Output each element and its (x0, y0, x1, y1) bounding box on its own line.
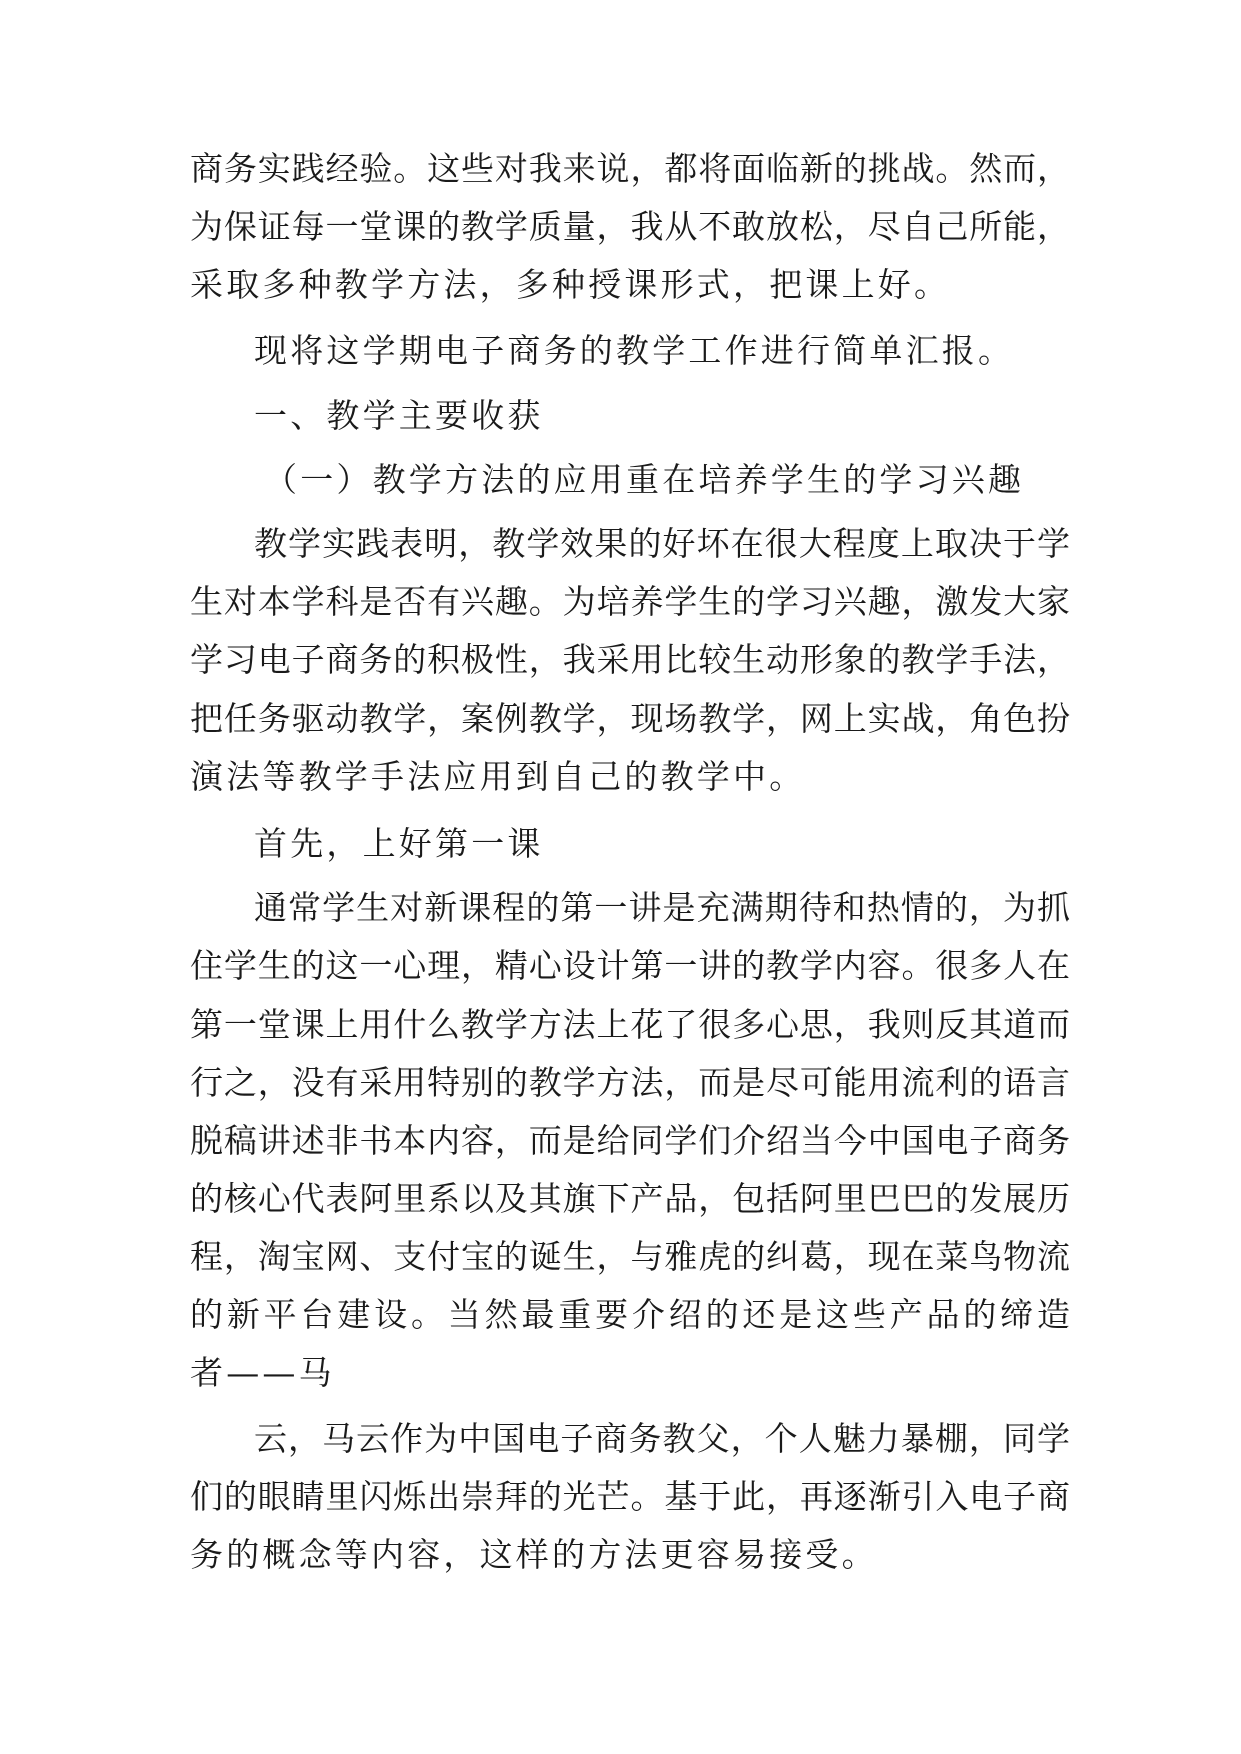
text-line-2: 为保证每一堂课的教学质量，我从不敢放松，尽自己所能， (190, 207, 1070, 246)
section-heading: 一、教学主要收获 (254, 396, 544, 435)
text-line-3: 采取多种教学方法，多种授课形式，把课上好。 (190, 265, 951, 304)
text-line-14: 住学生的这一心理，精心设计第一讲的教学内容。很多人在 (190, 946, 1070, 985)
subsection-heading: （一）教学方法的应用重在培养学生的学习兴趣 (264, 460, 1025, 499)
text-line-7: 教学实践表明，教学效果的好坏在很大程度上取决于学 (254, 524, 1070, 563)
text-line-4: 现将这学期电子商务的教学工作进行简单汇报。 (254, 331, 1015, 370)
text-line-8: 生对本学科是否有兴趣。为培养学生的学习兴趣，激发大家 (190, 582, 1070, 621)
text-line-1: 商务实践经验。这些对我来说，都将面临新的挑战。然而， (190, 149, 1070, 188)
text-line-18: 的核心代表阿里系以及其旗下产品，包括阿里巴巴的发展历 (190, 1179, 1070, 1218)
text-line-23: 们的眼睛里闪烁出崇拜的光芒。基于此，再逐渐引入电子商 (190, 1477, 1070, 1516)
paragraph-heading: 首先，上好第一课 (254, 824, 544, 863)
text-line-13: 通常学生对新课程的第一讲是充满期待和热情的，为抓 (254, 888, 1070, 927)
text-line-19: 程，淘宝网、支付宝的诞生，与雅虎的纠葛，现在菜鸟物流 (190, 1237, 1070, 1276)
text-line-21: 者——马 (190, 1353, 335, 1392)
text-line-24: 务的概念等内容，这样的方法更容易接受。 (190, 1535, 878, 1574)
text-line-16: 行之，没有采用特别的教学方法，而是尽可能用流利的语言 (190, 1063, 1070, 1102)
text-line-17: 脱稿讲述非书本内容，而是给同学们介绍当今中国电子商务 (190, 1121, 1070, 1160)
text-line-20: 的新平台建设。当然最重要介绍的还是这些产品的缔造 (190, 1295, 1070, 1334)
text-line-10: 把任务驱动教学，案例教学，现场教学，网上实战，角色扮 (190, 699, 1070, 738)
text-line-11: 演法等教学手法应用到自己的教学中。 (190, 757, 806, 796)
text-line-22: 云，马云作为中国电子商务教父，个人魅力暴棚，同学 (254, 1419, 1070, 1458)
text-line-9: 学习电子商务的积极性，我采用比较生动形象的教学手法， (190, 640, 1070, 679)
text-line-15: 第一堂课上用什么教学方法上花了很多心思，我则反其道而 (190, 1005, 1070, 1044)
